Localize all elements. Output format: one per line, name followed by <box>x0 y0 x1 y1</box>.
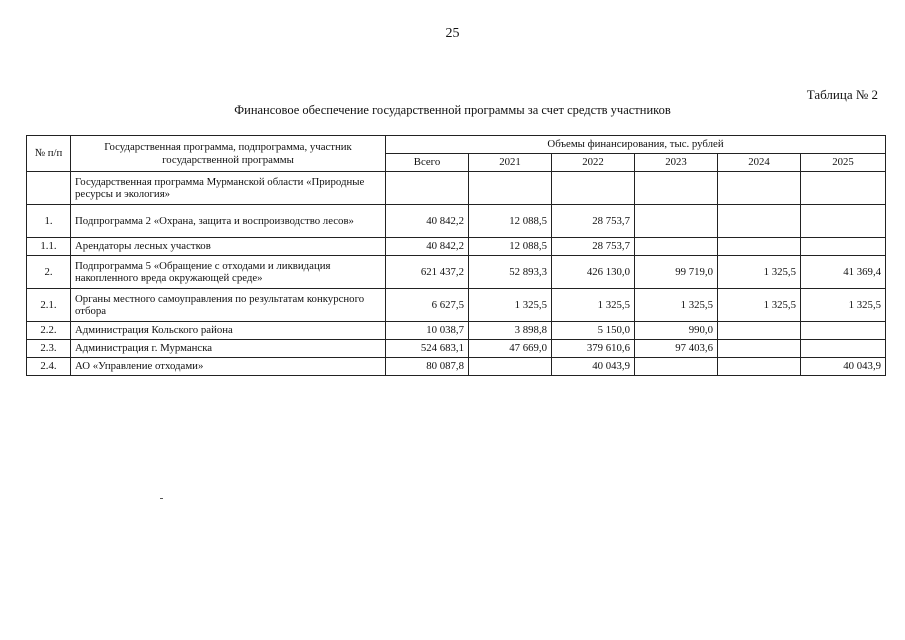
table-header-row <box>27 136 886 154</box>
scan-speck <box>160 498 163 499</box>
cell-2024 <box>718 358 801 376</box>
row-name: Арендаторы лесных участков <box>71 238 386 256</box>
cell-2025: 41 369,4 <box>801 256 886 289</box>
cell-2025 <box>801 172 886 205</box>
cell-2023 <box>635 358 718 376</box>
row-name: АО «Управление отходами» <box>71 358 386 376</box>
cell-2022: 1 325,5 <box>552 289 635 322</box>
cell-2025 <box>801 340 886 358</box>
row-num: 2.4. <box>27 358 71 376</box>
cell-2024 <box>718 238 801 256</box>
table-caption: Таблица № 2 <box>806 87 878 102</box>
table-row <box>27 256 886 289</box>
table-row <box>27 340 886 358</box>
cell-2025 <box>801 238 886 256</box>
row-num: 1.1. <box>27 238 71 256</box>
row-num: 2.3. <box>27 340 71 358</box>
row-name: Органы местного самоуправления по результатам конкурсного отбора <box>71 289 386 322</box>
table-row <box>27 238 886 256</box>
table-row <box>27 289 886 322</box>
header-col-2022: 2022 <box>552 154 635 172</box>
cell-2021: 52 893,3 <box>469 256 552 289</box>
cell-2022: 426 130,0 <box>552 256 635 289</box>
cell-total: 40 842,2 <box>386 238 469 256</box>
cell-2021: 12 088,5 <box>469 238 552 256</box>
table-row <box>27 205 886 238</box>
cell-2023: 99 719,0 <box>635 256 718 289</box>
cell-total: 6 627,5 <box>386 289 469 322</box>
cell-total: 80 087,8 <box>386 358 469 376</box>
cell-2023: 97 403,6 <box>635 340 718 358</box>
header-funding-group: Объемы финансирования, тыс. рублей <box>386 136 886 154</box>
row-num: 2.2. <box>27 322 71 340</box>
cell-total: 524 683,1 <box>386 340 469 358</box>
cell-2024: 1 325,5 <box>718 289 801 322</box>
cell-2022: 40 043,9 <box>552 358 635 376</box>
cell-2021: 3 898,8 <box>469 322 552 340</box>
cell-2025: 1 325,5 <box>801 289 886 322</box>
cell-2021 <box>469 358 552 376</box>
row-name: Подпрограмма 5 «Обращение с отходами и ликвидация накопленного вреда окружающей среде» <box>71 256 386 289</box>
row-name: Государственная программа Мурманской области «Природные ресурсы и экология» <box>71 172 386 205</box>
cell-2022: 379 610,6 <box>552 340 635 358</box>
cell-2022: 28 753,7 <box>552 205 635 238</box>
cell-total: 10 038,7 <box>386 322 469 340</box>
cell-2021: 47 669,0 <box>469 340 552 358</box>
header-col-2024: 2024 <box>718 154 801 172</box>
cell-2024 <box>718 322 801 340</box>
cell-2021: 1 325,5 <box>469 289 552 322</box>
funding-table <box>26 135 886 376</box>
cell-2022: 28 753,7 <box>552 238 635 256</box>
cell-2022: 5 150,0 <box>552 322 635 340</box>
header-col-2025: 2025 <box>801 154 886 172</box>
cell-total <box>386 172 469 205</box>
row-name: Администрация Кольского района <box>71 322 386 340</box>
header-col-2021: 2021 <box>469 154 552 172</box>
cell-2023 <box>635 238 718 256</box>
row-num <box>27 172 71 205</box>
row-num: 2. <box>27 256 71 289</box>
row-name: Подпрограмма 2 «Охрана, защита и воспроизводство лесов» <box>71 205 386 238</box>
cell-2025: 40 043,9 <box>801 358 886 376</box>
cell-2021 <box>469 172 552 205</box>
cell-2024 <box>718 172 801 205</box>
table-row <box>27 172 886 205</box>
row-num: 2.1. <box>27 289 71 322</box>
cell-2024: 1 325,5 <box>718 256 801 289</box>
table-row <box>27 358 886 376</box>
cell-total: 40 842,2 <box>386 205 469 238</box>
table-title: Финансовое обеспечение государственной программы за счет средств участников <box>234 103 671 117</box>
cell-2021: 12 088,5 <box>469 205 552 238</box>
cell-2025 <box>801 205 886 238</box>
page-number: 25 <box>445 26 460 41</box>
cell-2023 <box>635 205 718 238</box>
header-num: № п/п <box>27 136 71 172</box>
cell-2023: 990,0 <box>635 322 718 340</box>
header-col-total: Всего <box>386 154 469 172</box>
cell-2024 <box>718 205 801 238</box>
header-name: Государственная программа, подпрограмма, участник государственной программы <box>71 136 386 172</box>
cell-2025 <box>801 322 886 340</box>
table-row <box>27 322 886 340</box>
header-col-2023: 2023 <box>635 154 718 172</box>
cell-2022 <box>552 172 635 205</box>
row-name: Администрация г. Мурманска <box>71 340 386 358</box>
cell-total: 621 437,2 <box>386 256 469 289</box>
cell-2023 <box>635 172 718 205</box>
cell-2023: 1 325,5 <box>635 289 718 322</box>
row-num: 1. <box>27 205 71 238</box>
cell-2024 <box>718 340 801 358</box>
